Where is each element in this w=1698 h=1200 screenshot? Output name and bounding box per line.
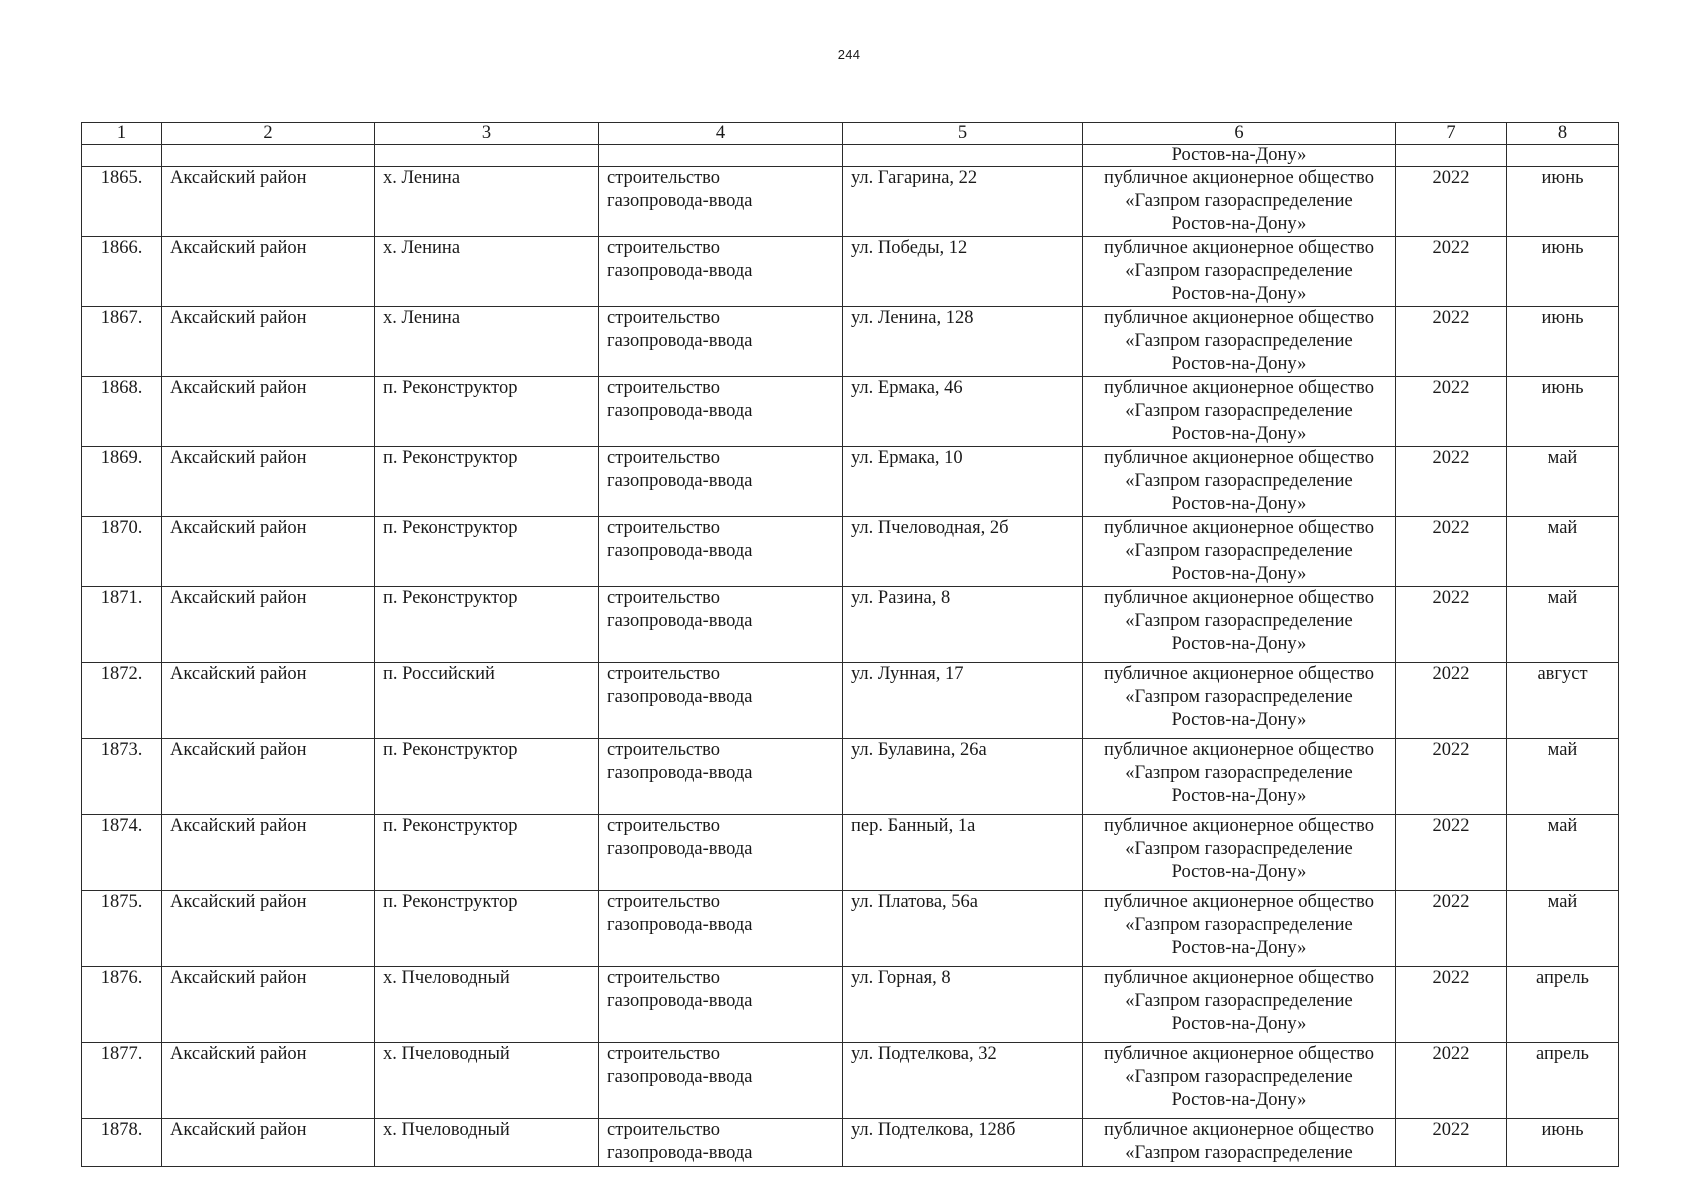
column-number-4: 4	[599, 123, 843, 145]
row-number-cell: 1869.	[82, 447, 162, 517]
organization-cell: публичное акционерное общество «Газпром газораспределение Ростов-на-Дону»	[1083, 167, 1396, 237]
district-cell: Аксайский район	[162, 307, 375, 377]
work-type-cell: строительство газопровода-ввода	[599, 815, 843, 891]
district-cell: Аксайский район	[162, 663, 375, 739]
address-cell: ул. Булавина, 26а	[843, 739, 1083, 815]
month-cell: май	[1507, 587, 1619, 663]
year-cell: 2022	[1396, 377, 1507, 447]
year-cell: 2022	[1396, 891, 1507, 967]
work-type-cell: строительство газопровода-ввода	[599, 967, 843, 1043]
year-cell: 2022	[1396, 237, 1507, 307]
locality-cell: п. Реконструктор	[375, 447, 599, 517]
district-cell: Аксайский район	[162, 815, 375, 891]
organization-cell: публичное акционерное общество «Газпром газораспределение Ростов-на-Дону»	[1083, 447, 1396, 517]
column-number-8: 8	[1507, 123, 1619, 145]
address-cell: ул. Победы, 12	[843, 237, 1083, 307]
row-number-cell: 1866.	[82, 237, 162, 307]
work-type-cell: строительство газопровода-ввода	[599, 587, 843, 663]
table-row	[82, 1043, 1619, 1119]
row-number-cell: 1868.	[82, 377, 162, 447]
continuation-cell	[599, 145, 843, 167]
address-cell: ул. Ленина, 128	[843, 307, 1083, 377]
work-type-cell: строительство газопровода-ввода	[599, 1119, 843, 1167]
month-cell: июнь	[1507, 377, 1619, 447]
work-type-cell: строительство газопровода-ввода	[599, 891, 843, 967]
month-cell: апрель	[1507, 967, 1619, 1043]
locality-cell: х. Пчеловодный	[375, 1119, 599, 1167]
year-cell: 2022	[1396, 307, 1507, 377]
work-type-cell: строительство газопровода-ввода	[599, 517, 843, 587]
table-row	[82, 967, 1619, 1043]
table-row	[82, 167, 1619, 237]
month-cell: май	[1507, 891, 1619, 967]
locality-cell: п. Российский	[375, 663, 599, 739]
year-cell: 2022	[1396, 447, 1507, 517]
district-cell: Аксайский район	[162, 237, 375, 307]
row-number-cell: 1870.	[82, 517, 162, 587]
district-cell: Аксайский район	[162, 967, 375, 1043]
organization-cell: публичное акционерное общество «Газпром газораспределение Ростов-на-Дону»	[1083, 587, 1396, 663]
work-type-cell: строительство газопровода-ввода	[599, 307, 843, 377]
address-cell: пер. Банный, 1а	[843, 815, 1083, 891]
organization-cell: публичное акционерное общество «Газпром газораспределение Ростов-на-Дону»	[1083, 237, 1396, 307]
row-number-cell: 1867.	[82, 307, 162, 377]
locality-cell: п. Реконструктор	[375, 891, 599, 967]
month-cell: июнь	[1507, 167, 1619, 237]
work-type-cell: строительство газопровода-ввода	[599, 1043, 843, 1119]
address-cell: ул. Платова, 56а	[843, 891, 1083, 967]
month-cell: май	[1507, 815, 1619, 891]
address-cell: ул. Горная, 8	[843, 967, 1083, 1043]
table-row	[82, 237, 1619, 307]
month-cell: апрель	[1507, 1043, 1619, 1119]
row-number-cell: 1872.	[82, 663, 162, 739]
work-type-cell: строительство газопровода-ввода	[599, 237, 843, 307]
row-number-cell: 1876.	[82, 967, 162, 1043]
address-cell: ул. Гагарина, 22	[843, 167, 1083, 237]
table-row	[82, 447, 1619, 517]
column-number-5: 5	[843, 123, 1083, 145]
district-cell: Аксайский район	[162, 167, 375, 237]
continuation-cell	[843, 145, 1083, 167]
column-number-6: 6	[1083, 123, 1396, 145]
organization-cell: публичное акционерное общество «Газпром газораспределение Ростов-на-Дону»	[1083, 815, 1396, 891]
row-number-cell: 1871.	[82, 587, 162, 663]
organization-cell: публичное акционерное общество «Газпром газораспределение Ростов-на-Дону»	[1083, 377, 1396, 447]
work-type-cell: строительство газопровода-ввода	[599, 167, 843, 237]
continuation-cell	[1507, 145, 1619, 167]
year-cell: 2022	[1396, 663, 1507, 739]
table-row	[82, 663, 1619, 739]
row-number-cell: 1865.	[82, 167, 162, 237]
table-row	[82, 517, 1619, 587]
month-cell: май	[1507, 517, 1619, 587]
locality-cell: п. Реконструктор	[375, 517, 599, 587]
column-number-1: 1	[82, 123, 162, 145]
address-cell: ул. Ермака, 46	[843, 377, 1083, 447]
work-type-cell: строительство газопровода-ввода	[599, 663, 843, 739]
table-row	[82, 739, 1619, 815]
table-row	[82, 1119, 1619, 1167]
year-cell: 2022	[1396, 739, 1507, 815]
locality-cell: х. Пчеловодный	[375, 1043, 599, 1119]
year-cell: 2022	[1396, 1119, 1507, 1167]
page-number: 244	[837, 47, 861, 62]
address-cell: ул. Пчеловодная, 2б	[843, 517, 1083, 587]
continuation-row	[82, 145, 1619, 167]
continuation-org-cell: Ростов-на-Дону»	[1083, 145, 1396, 167]
address-cell: ул. Лунная, 17	[843, 663, 1083, 739]
organization-cell: публичное акционерное общество «Газпром газораспределение Ростов-на-Дону»	[1083, 891, 1396, 967]
district-cell: Аксайский район	[162, 447, 375, 517]
locality-cell: х. Ленина	[375, 307, 599, 377]
month-cell: июнь	[1507, 1119, 1619, 1167]
continuation-cell	[162, 145, 375, 167]
address-cell: ул. Подтелкова, 128б	[843, 1119, 1083, 1167]
work-type-cell: строительство газопровода-ввода	[599, 447, 843, 517]
month-cell: август	[1507, 663, 1619, 739]
table-row	[82, 377, 1619, 447]
organization-cell: публичное акционерное общество «Газпром газораспределение Ростов-на-Дону»	[1083, 663, 1396, 739]
district-cell: Аксайский район	[162, 1119, 375, 1167]
table-row	[82, 815, 1619, 891]
organization-cell: публичное акционерное общество «Газпром газораспределение Ростов-на-Дону»	[1083, 307, 1396, 377]
year-cell: 2022	[1396, 967, 1507, 1043]
month-cell: май	[1507, 739, 1619, 815]
month-cell: июнь	[1507, 237, 1619, 307]
district-cell: Аксайский район	[162, 377, 375, 447]
column-number-row	[82, 123, 1619, 145]
gas-pipeline-registry-table	[81, 122, 1619, 1167]
district-cell: Аксайский район	[162, 739, 375, 815]
locality-cell: п. Реконструктор	[375, 739, 599, 815]
district-cell: Аксайский район	[162, 891, 375, 967]
year-cell: 2022	[1396, 587, 1507, 663]
work-type-cell: строительство газопровода-ввода	[599, 377, 843, 447]
address-cell: ул. Разина, 8	[843, 587, 1083, 663]
year-cell: 2022	[1396, 167, 1507, 237]
locality-cell: п. Реконструктор	[375, 815, 599, 891]
continuation-cell	[82, 145, 162, 167]
district-cell: Аксайский район	[162, 587, 375, 663]
year-cell: 2022	[1396, 517, 1507, 587]
organization-cell: публичное акционерное общество «Газпром газораспределение Ростов-на-Дону»	[1083, 967, 1396, 1043]
locality-cell: х. Пчеловодный	[375, 967, 599, 1043]
locality-cell: х. Ленина	[375, 237, 599, 307]
month-cell: июнь	[1507, 307, 1619, 377]
column-number-2: 2	[162, 123, 375, 145]
organization-cell: публичное акционерное общество «Газпром газораспределение Ростов-на-Дону»	[1083, 739, 1396, 815]
column-number-3: 3	[375, 123, 599, 145]
column-number-7: 7	[1396, 123, 1507, 145]
organization-cell: публичное акционерное общество «Газпром газораспределение Ростов-на-Дону»	[1083, 517, 1396, 587]
work-type-cell: строительство газопровода-ввода	[599, 739, 843, 815]
table-row	[82, 307, 1619, 377]
locality-cell: п. Реконструктор	[375, 587, 599, 663]
locality-cell: п. Реконструктор	[375, 377, 599, 447]
year-cell: 2022	[1396, 1043, 1507, 1119]
row-number-cell: 1877.	[82, 1043, 162, 1119]
table-body	[82, 123, 1619, 1167]
organization-cell: публичное акционерное общество «Газпром газораспределение Ростов-на-Дону»	[1083, 1043, 1396, 1119]
continuation-cell	[375, 145, 599, 167]
locality-cell: х. Ленина	[375, 167, 599, 237]
continuation-cell	[1396, 145, 1507, 167]
row-number-cell: 1874.	[82, 815, 162, 891]
district-cell: Аксайский район	[162, 1043, 375, 1119]
district-cell: Аксайский район	[162, 517, 375, 587]
year-cell: 2022	[1396, 815, 1507, 891]
row-number-cell: 1875.	[82, 891, 162, 967]
table-row	[82, 587, 1619, 663]
address-cell: ул. Подтелкова, 32	[843, 1043, 1083, 1119]
table-row	[82, 891, 1619, 967]
row-number-cell: 1873.	[82, 739, 162, 815]
row-number-cell: 1878.	[82, 1119, 162, 1167]
address-cell: ул. Ермака, 10	[843, 447, 1083, 517]
organization-cell: публичное акционерное общество «Газпром газораспределение	[1083, 1119, 1396, 1167]
month-cell: май	[1507, 447, 1619, 517]
